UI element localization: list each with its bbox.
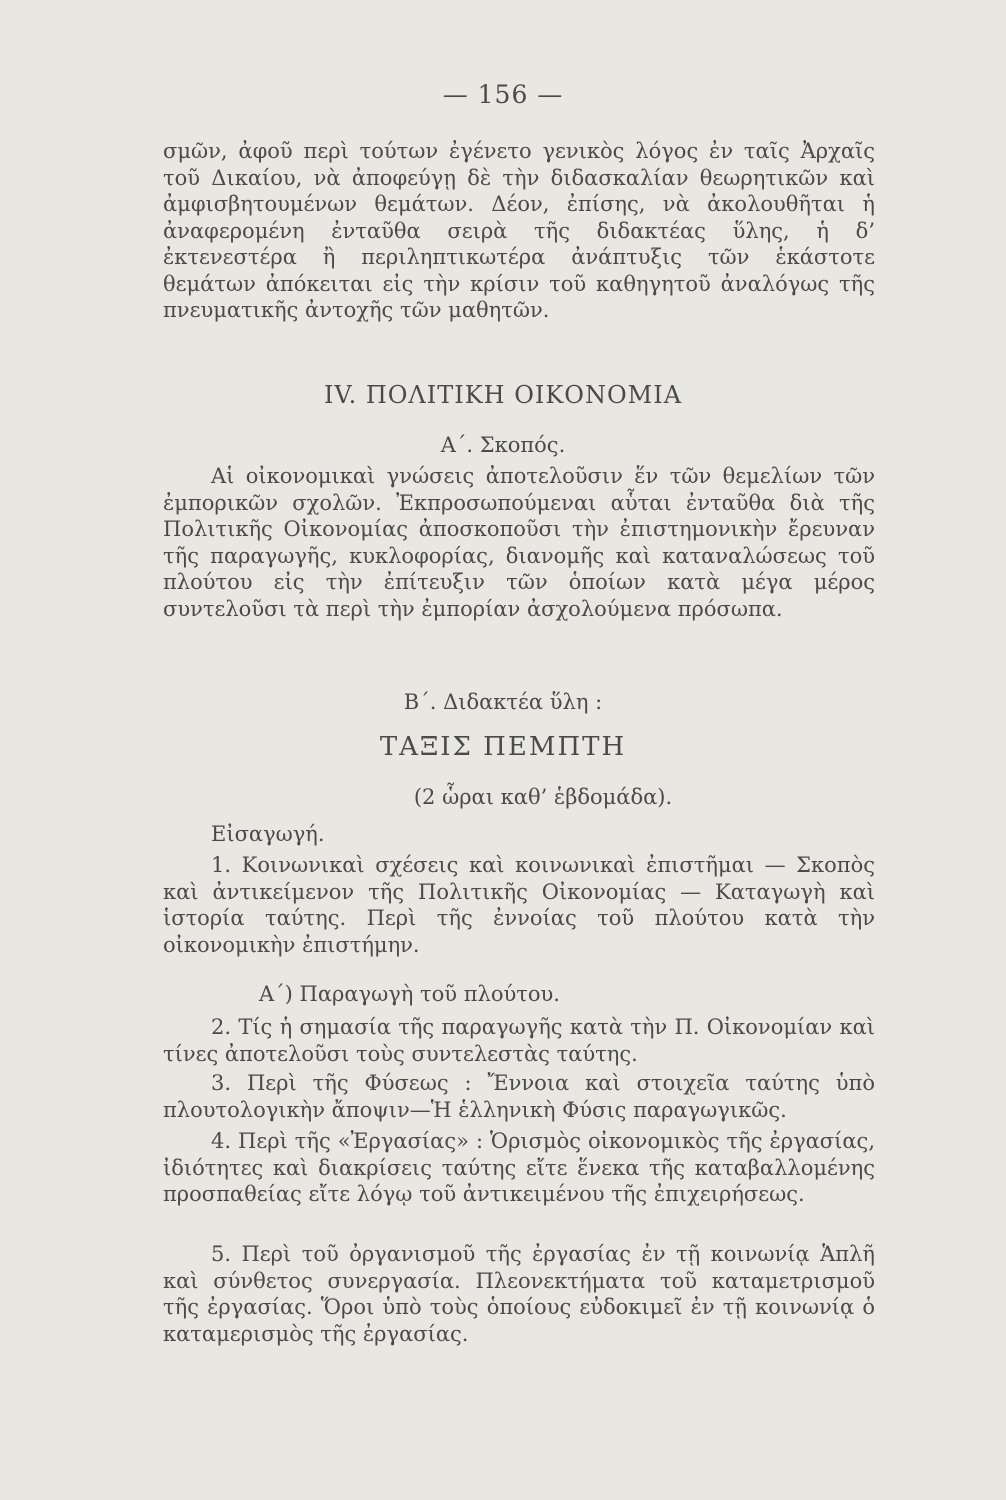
section-heading: IV. ΠΟΛΙΤΙΚΗ ΟΙΚΟΝΟΜΙΑ [323,381,683,409]
hours-note: (2 ὧραι καθ’ ἑβδομάδα). [413,785,673,809]
paragraph-intro-continuation: σμῶν, ἀφοῦ περὶ τούτων ἐγένετο γενικὸς λόγος ἐν ταῖς Ἀρχαῖς τοῦ Δικαίου, νὰ ἀποφεύγῃ δὲ τὴν διδασκαλίαν θεωρητικῶν καὶ ἀμφισβητουμένων θεμάτων. Δέον, ἐπίσης, νὰ ἀκολουθῆται ἡ ἀναφερομένη ἐνταῦθα σειρὰ τῆς διδακτέας ὕλης, ἡ δ’ ἐκτενεστέρα ἢ περιληπτικωτέρα ἀνάπτυξις τῶν ἑκάστοτε θεμάτων ἀπόκειται εἰς τὴν κρίσιν τοῦ καθηγητοῦ ἀναλόγως τῆς πνευματικῆς ἀντοχῆς τῶν μαθητῶν. [163,139,875,322]
introduction-label: Εἰσαγωγή. [211,822,325,846]
item-5: 5. Περὶ τοῦ ὀργανισμοῦ τῆς ἐργασίας ἐν τῇ κοινωνίᾳ Ἁπλῆ καὶ σύνθετος συνεργασία. Πλεονεκτήματα τοῦ καταμετρισμοῦ τῆς ἐργασίας. Ὅροι ὑπὸ τοὺς ὁποίους εὐδοκιμεῖ ἐν τῇ κοινωνίᾳ ὁ καταμερισμὸς τῆς ἐργασίας. [163,1242,875,1346]
class-heading: ΤΑΞΙΣ ΠΕΜΠΤΗ [379,732,627,762]
item-1: 1. Κοινωνικαὶ σχέσεις καὶ κοινωνικαὶ ἐπιστῆμαι — Σκοπὸς καὶ ἀντικείμενον τῆς Πολιτικῆς Οἰκονομίας — Καταγωγὴ καὶ ἱστορία ταύτης. Περὶ τῆς ἐννοίας τοῦ πλούτου κατὰ τὴν οἰκονομικὴν ἐπιστήμην. [163,853,875,957]
page-number: — 156 — [442,80,564,109]
subheading-purpose: Α΄. Σκοπός. [440,433,566,457]
item-2: 2. Τίς ἡ σημασία τῆς παραγωγῆς κατὰ τὴν Π. Οἰκονομίαν καὶ τίνες ἀποτελοῦσι τοὺς συντελεστὰς ταύτης. [163,1015,875,1066]
subheading-material: Β΄. Διδακτέα ὕλη : [403,690,603,714]
item-3: 3. Περὶ τῆς Φύσεως : Ἔννοια καὶ στοιχεῖα ταύτης ὑπὸ πλουτολογικὴν ἄποψιν—Ἡ ἑλληνικὴ Φύσις παραγωγικῶς. [163,1071,875,1122]
subheading-production: Α΄) Παραγωγὴ τοῦ πλούτου. [259,982,560,1006]
item-4: 4. Περὶ τῆς «Ἐργασίας» : Ὁρισμὸς οἰκονομικὸς τῆς ἐργασίας, ἰδιότητες καὶ διακρίσεις ταύτης εἴτε ἕνεκα τῆς καταβαλλομένης προσπαθείας εἴτε λόγῳ τοῦ ἀντικειμένου τῆς ἐπιχειρήσεως. [163,1129,875,1206]
paragraph-purpose: Αἱ οἰκονομικαὶ γνώσεις ἀποτελοῦσιν ἕν τῶν θεμελίων τῶν ἐμπορικῶν σχολῶν. Ἐκπροσωπούμεναι αὗται ἐνταῦθα διὰ τῆς Πολιτικῆς Οἰκονομίας ἀποσκοποῦσι τὴν ἐπιστημονικὴν ἔρευναν τῆς παραγωγῆς, κυκλοφορίας, διανομῆς καὶ καταναλώσεως τοῦ πλούτου εἰς τὴν ἐπίτευξιν τῶν ὁποίων κατὰ μέγα μέρος συντελοῦσι τὰ περὶ τὴν ἐμπορίαν ἀσχολούμενα πρόσωπα. [163,464,875,621]
